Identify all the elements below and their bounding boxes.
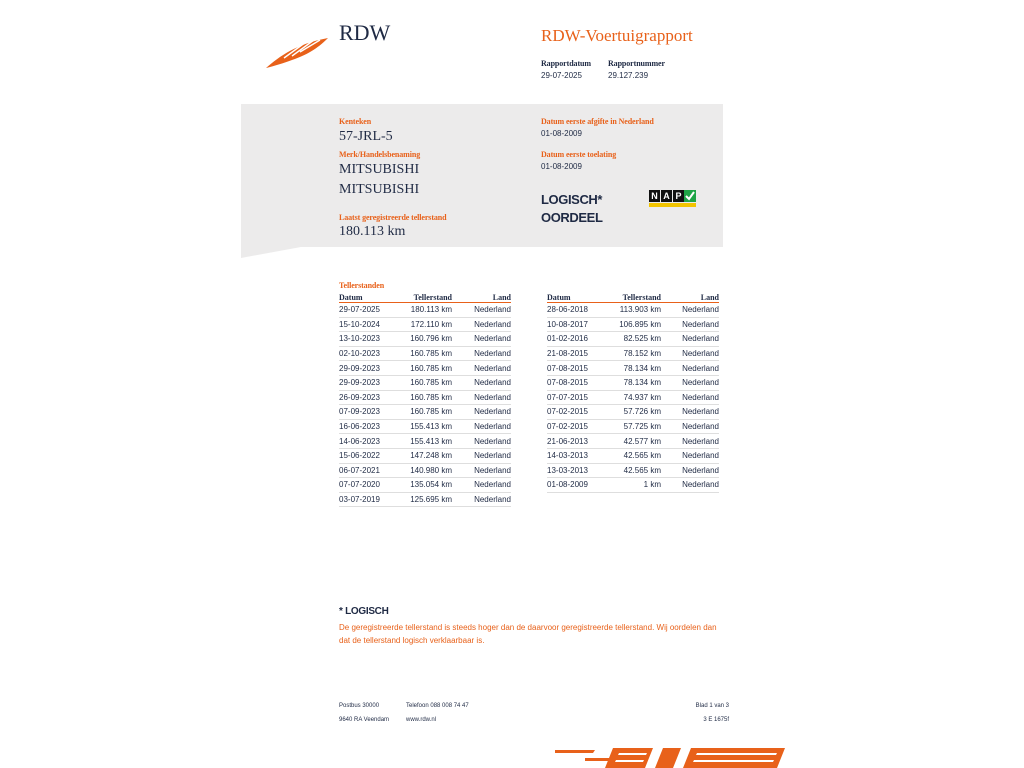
table-row <box>339 303 511 318</box>
footer-code: 3 E 1675f <box>703 717 729 723</box>
cell-date: 29-09-2023 <box>339 361 407 376</box>
cell-date: 07-08-2015 <box>547 361 611 376</box>
cell-land: Nederland <box>661 375 719 390</box>
report-title: RDW-Voertuigrapport <box>541 26 693 45</box>
table-row <box>547 361 719 376</box>
license-plate: 57-JRL-5 <box>339 129 393 144</box>
cell-land: Nederland <box>452 317 511 332</box>
table-row <box>547 375 719 390</box>
odometer-section-title: Tellerstanden <box>339 281 385 290</box>
cell-date: 03-07-2019 <box>339 492 407 507</box>
cell-land: Nederland <box>452 361 511 376</box>
cell-date: 15-06-2022 <box>339 448 407 463</box>
cell-land: Nederland <box>452 405 511 420</box>
cell-date: 16-06-2023 <box>339 419 407 434</box>
footer-address-1: Postbus 30000 <box>339 703 380 709</box>
cell-date: 29-07-2025 <box>339 303 407 318</box>
cell-km: 160.785 km <box>407 405 452 420</box>
cell-land: Nederland <box>661 346 719 361</box>
first-admission-label: Datum eerste toelating <box>541 150 617 159</box>
table-row <box>547 434 719 449</box>
cell-date: 21-08-2015 <box>547 346 611 361</box>
cell-km: 113.903 km <box>611 303 661 318</box>
cell-km: 42.577 km <box>611 434 661 449</box>
column-header-land: Land <box>452 292 511 303</box>
nap-logo <box>649 190 696 208</box>
cell-land: Nederland <box>661 317 719 332</box>
cell-date: 07-07-2020 <box>339 478 407 493</box>
check-icon <box>684 190 696 202</box>
table-row <box>547 419 719 434</box>
note-title: * LOGISCH <box>339 606 389 617</box>
footer-phone: Telefoon 088 008 74 47 <box>406 703 469 709</box>
cell-date: 29-09-2023 <box>339 375 407 390</box>
cell-land: Nederland <box>661 303 719 318</box>
cell-land: Nederland <box>661 478 719 493</box>
cell-date: 28-06-2018 <box>547 303 611 318</box>
cell-land: Nederland <box>452 332 511 347</box>
cell-land: Nederland <box>661 405 719 420</box>
cell-date: 26-09-2023 <box>339 390 407 405</box>
cell-land: Nederland <box>452 434 511 449</box>
cell-km: 125.695 km <box>407 492 452 507</box>
odometer-label: Laatst geregistreerde tellerstand <box>339 213 447 222</box>
table-row <box>339 390 511 405</box>
cell-date: 07-08-2015 <box>547 375 611 390</box>
nap-yellow-bar <box>649 203 696 207</box>
footer-page-number: Blad 1 van 3 <box>695 703 729 709</box>
cell-land: Nederland <box>452 492 511 507</box>
panel-notch <box>241 247 301 258</box>
cell-km: 140.980 km <box>407 463 452 478</box>
table-row <box>547 332 719 347</box>
footer-website: www.rdw.nl <box>406 717 437 723</box>
cell-date: 01-02-2016 <box>547 332 611 347</box>
cell-date: 06-07-2021 <box>339 463 407 478</box>
cell-km: 1 km <box>611 478 661 493</box>
cell-land: Nederland <box>661 332 719 347</box>
cell-date: 07-02-2015 <box>547 419 611 434</box>
table-row <box>547 317 719 332</box>
table-row <box>547 478 719 493</box>
report-number: 29.127.239 <box>608 71 649 80</box>
cell-km: 42.565 km <box>611 463 661 478</box>
report-date: 29-07-2025 <box>541 71 582 80</box>
cell-date: 13-03-2013 <box>547 463 611 478</box>
cell-land: Nederland <box>452 390 511 405</box>
cell-date: 21-06-2013 <box>547 434 611 449</box>
cell-km: 74.937 km <box>611 390 661 405</box>
cell-land: Nederland <box>661 434 719 449</box>
cell-km: 160.785 km <box>407 375 452 390</box>
cell-km: 106.895 km <box>611 317 661 332</box>
table-row <box>547 390 719 405</box>
cell-date: 14-06-2023 <box>339 434 407 449</box>
table-row <box>339 375 511 390</box>
table-row <box>339 405 511 420</box>
first-nl-label: Datum eerste afgifte in Nederland <box>541 117 654 126</box>
first-admission-value: 01-08-2009 <box>541 162 582 171</box>
cell-km: 160.785 km <box>407 361 452 376</box>
cell-land: Nederland <box>661 390 719 405</box>
cell-land: Nederland <box>452 478 511 493</box>
odometer-table-right <box>547 292 719 493</box>
cell-km: 155.413 km <box>407 434 452 449</box>
model-value: MITSUBISHI <box>339 182 420 197</box>
note-text-line-1: De geregistreerde tellerstand is steeds hoger dan de daarvoor geregistreerde tellerstand. Wij oordelen dan <box>339 623 717 632</box>
table-row <box>547 346 719 361</box>
table-row <box>339 448 511 463</box>
table-row <box>339 419 511 434</box>
table-row <box>339 332 511 347</box>
cell-km: 147.248 km <box>407 448 452 463</box>
cell-land: Nederland <box>452 463 511 478</box>
column-header-date: Datum <box>339 292 407 303</box>
cell-date: 02-10-2023 <box>339 346 407 361</box>
cell-land: Nederland <box>452 303 511 318</box>
nap-letter-p: P <box>673 190 684 202</box>
footer-address-2: 9640 RA Veendam <box>339 717 390 723</box>
cell-land: Nederland <box>452 419 511 434</box>
cell-date: 13-10-2023 <box>339 332 407 347</box>
cell-km: 155.413 km <box>407 419 452 434</box>
column-header-date: Datum <box>547 292 611 303</box>
cell-land: Nederland <box>452 375 511 390</box>
column-header-km: Tellerstand <box>611 292 661 303</box>
cell-date: 01-08-2009 <box>547 478 611 493</box>
verdict-line-1: LOGISCH* <box>541 192 603 207</box>
cell-km: 57.726 km <box>611 405 661 420</box>
cell-land: Nederland <box>661 448 719 463</box>
table-row <box>339 478 511 493</box>
report-number-label: Rapportnummer <box>608 59 665 68</box>
cell-land: Nederland <box>661 419 719 434</box>
table-header-row <box>547 292 719 303</box>
cell-date: 15-10-2024 <box>339 317 407 332</box>
report-date-label: Rapportdatum <box>541 59 591 68</box>
cell-land: Nederland <box>661 361 719 376</box>
table-header-row <box>339 292 511 303</box>
nap-letter-a: A <box>661 190 672 202</box>
cell-date: 07-07-2015 <box>547 390 611 405</box>
rdw-feather-logo <box>262 32 334 72</box>
table-row <box>547 405 719 420</box>
table-row <box>547 448 719 463</box>
cell-km: 172.110 km <box>407 317 452 332</box>
table-row <box>339 463 511 478</box>
table-row <box>339 346 511 361</box>
cell-km: 180.113 km <box>407 303 452 318</box>
cell-km: 160.785 km <box>407 390 452 405</box>
cell-km: 160.785 km <box>407 346 452 361</box>
cell-km: 82.525 km <box>611 332 661 347</box>
table-row <box>339 434 511 449</box>
column-header-km: Tellerstand <box>407 292 452 303</box>
table-row <box>339 492 511 507</box>
cell-land: Nederland <box>661 463 719 478</box>
plate-label: Kenteken <box>339 117 372 126</box>
column-header-land: Land <box>661 292 719 303</box>
table-row <box>339 361 511 376</box>
cell-km: 78.152 km <box>611 346 661 361</box>
first-nl-value: 01-08-2009 <box>541 129 582 138</box>
cell-land: Nederland <box>452 346 511 361</box>
note-text-line-2: dat de tellerstand logisch verklaarbaar is. <box>339 636 485 645</box>
decorative-stripes <box>555 744 785 768</box>
odometer-value: 180.113 km <box>339 224 406 239</box>
odometer-table-left <box>339 292 511 507</box>
make-label: Merk/Handelsbenaming <box>339 150 421 159</box>
cell-km: 78.134 km <box>611 361 661 376</box>
cell-date: 14-03-2013 <box>547 448 611 463</box>
cell-land: Nederland <box>452 448 511 463</box>
brand-name: RDW <box>339 20 391 45</box>
cell-km: 57.725 km <box>611 419 661 434</box>
verdict-line-2: OORDEEL <box>541 210 603 225</box>
table-row <box>547 303 719 318</box>
nap-letter-n: N <box>649 190 660 202</box>
cell-km: 135.054 km <box>407 478 452 493</box>
table-row <box>547 463 719 478</box>
cell-date: 10-08-2017 <box>547 317 611 332</box>
cell-km: 42.565 km <box>611 448 661 463</box>
cell-km: 160.796 km <box>407 332 452 347</box>
table-row <box>339 317 511 332</box>
cell-date: 07-09-2023 <box>339 405 407 420</box>
cell-km: 78.134 km <box>611 375 661 390</box>
make-value: MITSUBISHI <box>339 162 420 177</box>
cell-date: 07-02-2015 <box>547 405 611 420</box>
